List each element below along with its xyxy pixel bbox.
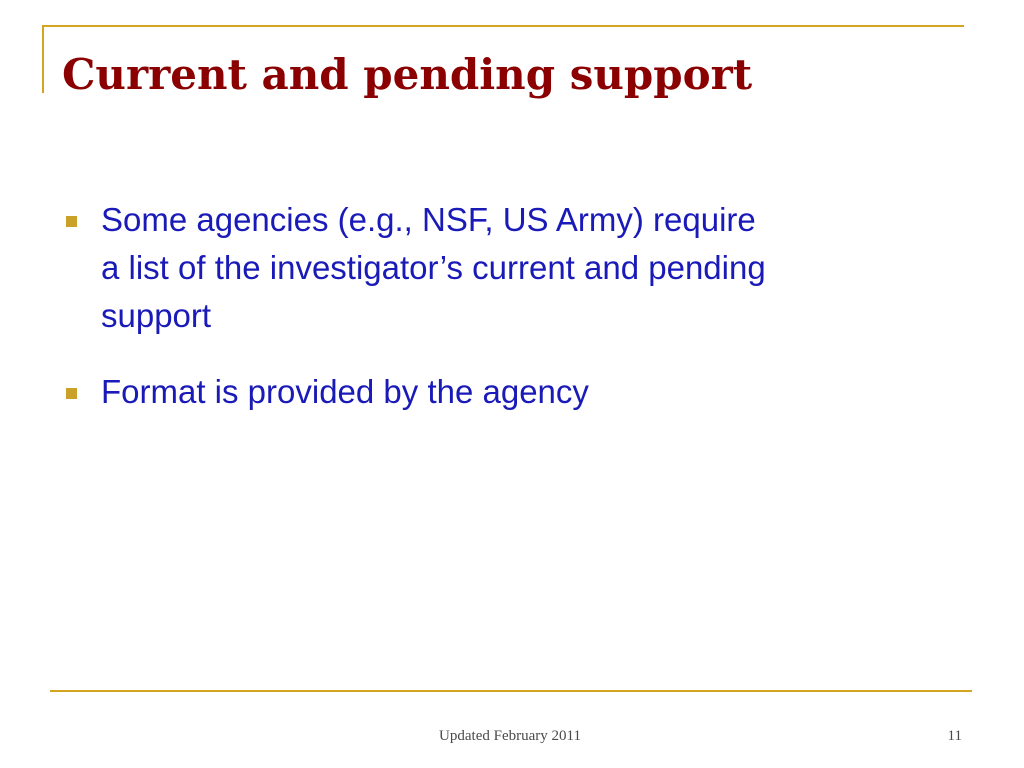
title-frame-top-rule bbox=[42, 25, 964, 27]
bullet-line: a list of the investigator’s current and pending bbox=[101, 249, 766, 286]
title-frame-left-rule bbox=[42, 25, 44, 93]
footer-date-label: Updated February 2011 bbox=[439, 728, 581, 744]
bullet-item bbox=[63, 196, 963, 340]
bullet-line: support bbox=[101, 297, 212, 334]
bullet-line: Some agencies (e.g., NSF, US Army) require bbox=[101, 201, 756, 238]
bullet-line: Format is provided by the agency bbox=[101, 373, 589, 410]
slide-title: Current and pending support bbox=[62, 50, 753, 99]
square-bullet-icon bbox=[66, 216, 77, 227]
footer-rule bbox=[50, 690, 972, 692]
square-bullet-icon bbox=[66, 388, 77, 399]
page-number: 11 bbox=[947, 728, 962, 744]
bullet-item bbox=[63, 368, 963, 416]
bullet-list bbox=[63, 196, 963, 444]
